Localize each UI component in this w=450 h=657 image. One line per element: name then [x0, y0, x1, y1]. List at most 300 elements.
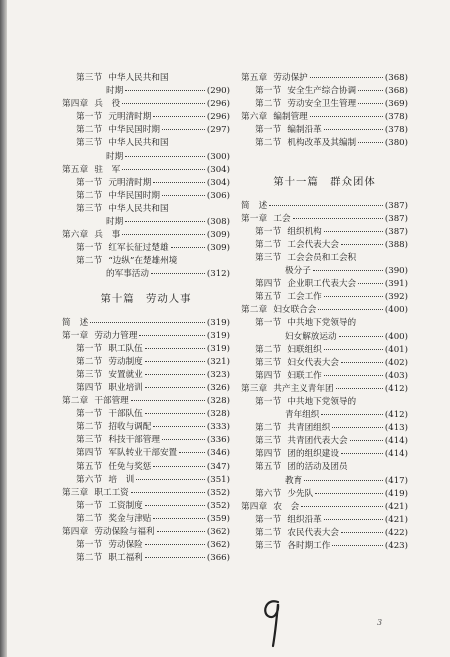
toc-entry[interactable] — [241, 422, 408, 435]
entry-title: 时期 — [106, 151, 124, 162]
toc-entry[interactable] — [241, 514, 408, 527]
entry-title: 中华民国时期 — [108, 190, 160, 201]
entry-label: 第六章 — [62, 230, 89, 241]
entry-page-number: (412) — [384, 383, 408, 394]
entry-page-number: (413) — [384, 423, 408, 434]
entry-label: 第三节 — [76, 369, 103, 380]
entry-label: 第五节 — [255, 292, 282, 303]
entry-page-number: (387) — [384, 200, 408, 211]
leader-dots — [125, 156, 205, 157]
entry-title: 兵 事 — [94, 230, 121, 241]
toc-entry[interactable] — [241, 137, 408, 150]
entry-title: 工会会员和工会积 — [287, 252, 357, 263]
toc-entry[interactable] — [62, 255, 230, 268]
entry-page-number: (328) — [206, 409, 230, 420]
entry-page-number: (312) — [206, 269, 230, 280]
entry-page-number: (359) — [206, 513, 230, 524]
toc-entry[interactable] — [62, 72, 230, 85]
toc-entry[interactable] — [241, 448, 408, 461]
entry-label: 第三节 — [255, 436, 282, 447]
leader-dots — [145, 505, 205, 506]
entry-title: 各时期工作 — [287, 541, 331, 551]
toc-right-column — [241, 72, 408, 553]
leader-dots — [339, 336, 383, 337]
entry-title: 共产主义青年团 — [273, 383, 334, 394]
entry-page-number: (326) — [206, 382, 230, 393]
entry-page-number: (300) — [206, 151, 230, 162]
leader-dots — [122, 103, 205, 104]
entry-title: 干部队伍 — [108, 409, 143, 420]
entry-title: 劳动保险 — [108, 540, 143, 551]
toc-entry[interactable] — [62, 216, 230, 229]
entry-page-number: (369) — [384, 99, 408, 110]
toc-entry[interactable] — [62, 164, 230, 177]
toc-entry[interactable] — [62, 124, 230, 137]
entry-page-number: (309) — [206, 230, 230, 241]
toc-entry[interactable] — [241, 291, 408, 304]
entry-title: 工会工作 — [287, 292, 322, 303]
leader-dots — [139, 335, 205, 336]
toc-entry[interactable] — [62, 513, 230, 526]
leader-dots — [153, 426, 205, 427]
entry-page-number: (368) — [384, 86, 408, 97]
entry-label: 第四节 — [255, 279, 282, 290]
entry-page-number: (336) — [206, 435, 230, 446]
leader-dots — [293, 218, 383, 219]
entry-title: 中华民国时期 — [108, 125, 160, 136]
entry-label: 第四节 — [76, 382, 103, 393]
entry-label: 第二节 — [76, 256, 103, 267]
entry-label: 第一节 — [255, 318, 282, 329]
entry-page-number: (368) — [384, 73, 408, 83]
entry-title: “边纵”在楚雄州境 — [108, 256, 178, 267]
entry-title: 青年组织 — [285, 410, 320, 421]
entry-title: 职工队伍 — [108, 343, 143, 354]
leader-dots — [301, 506, 383, 507]
leader-dots — [310, 77, 383, 78]
toc-entry[interactable] — [241, 344, 408, 357]
entry-label: 第一节 — [76, 112, 103, 123]
toc-entry[interactable] — [62, 343, 230, 356]
entry-page-number: (414) — [384, 436, 408, 447]
entry-title: 共青团代表大会 — [287, 436, 348, 447]
toc-entry[interactable] — [62, 190, 230, 203]
entry-label: 第二章 — [62, 396, 89, 407]
entry-label: 第三章 — [62, 487, 89, 498]
leader-dots — [179, 452, 205, 453]
entry-label: 第四节 — [255, 370, 282, 381]
toc-entry[interactable] — [241, 461, 408, 474]
entry-label: 第一节 — [255, 514, 282, 525]
entry-label: 第五节 — [76, 461, 103, 472]
entry-page-number: (333) — [206, 422, 230, 433]
toc-entry[interactable] — [241, 527, 408, 540]
leader-dots — [324, 231, 383, 232]
toc-entry[interactable] — [62, 408, 230, 421]
entry-label: 第二节 — [255, 99, 282, 110]
entry-label: 第一节 — [255, 125, 282, 136]
entry-page-number: (362) — [206, 540, 230, 551]
entry-label: 第三节 — [255, 252, 282, 263]
toc-entry[interactable] — [241, 85, 408, 98]
entry-title: 妇女代表大会 — [287, 357, 339, 368]
toc-entry[interactable] — [62, 151, 230, 164]
entry-page-number: (296) — [206, 99, 230, 110]
entry-page-number: (417) — [384, 475, 408, 486]
entry-title: 安置就业 — [108, 369, 143, 380]
leader-dots — [341, 453, 383, 454]
toc-entry[interactable] — [62, 526, 230, 539]
leader-dots — [341, 244, 383, 245]
entry-page-number: (378) — [384, 112, 408, 123]
toc-entry[interactable] — [241, 239, 408, 252]
toc-entry[interactable] — [241, 331, 408, 344]
entry-title: 的军事活动 — [106, 269, 149, 280]
entry-page-number: (378) — [384, 125, 408, 136]
entry-page-number: (297) — [206, 125, 230, 136]
toc-entry[interactable] — [62, 447, 230, 460]
entry-title: 农 会 — [273, 501, 300, 512]
leader-dots — [125, 90, 205, 91]
entry-page-number: (328) — [206, 396, 230, 407]
entry-title: 时期 — [106, 86, 124, 97]
toc-entry[interactable] — [241, 98, 408, 111]
leader-dots — [125, 221, 205, 222]
entry-title: 企业职工代表大会 — [287, 279, 357, 290]
entry-page-number: (308) — [206, 217, 230, 228]
entry-title: 共青团组织 — [287, 423, 331, 434]
leader-dots — [162, 195, 205, 196]
toc-entry[interactable] — [241, 383, 408, 396]
toc-entry[interactable] — [241, 72, 408, 85]
entry-title: 安全生产综合协调 — [287, 86, 357, 97]
toc-entry[interactable] — [62, 268, 230, 281]
entry-label: 第二节 — [255, 239, 282, 250]
toc-entry[interactable] — [62, 434, 230, 447]
leader-dots — [153, 182, 205, 183]
toc-entry[interactable] — [241, 124, 408, 137]
entry-title: 驻 军 — [94, 164, 121, 175]
leader-dots — [324, 349, 383, 350]
entry-page-number: (414) — [384, 449, 408, 460]
toc-entry[interactable] — [241, 357, 408, 370]
toc-entry[interactable] — [241, 475, 408, 488]
leader-dots — [145, 387, 205, 388]
toc-entry[interactable] — [62, 382, 230, 395]
entry-page-number: (362) — [206, 527, 230, 537]
entry-page-number: (401) — [384, 344, 408, 355]
leader-dots — [336, 388, 383, 389]
entry-label: 第二节 — [76, 553, 103, 564]
entry-title: 培 训 — [108, 474, 135, 485]
leader-dots — [321, 414, 383, 415]
entry-label: 第一节 — [76, 177, 103, 188]
entry-page-number: (403) — [384, 370, 408, 381]
toc-entry[interactable] — [62, 242, 230, 255]
entry-label: 第一节 — [76, 540, 103, 551]
leader-dots — [145, 413, 205, 414]
toc-entry[interactable] — [241, 278, 408, 291]
handwritten-page-number — [258, 594, 288, 650]
toc-entry[interactable] — [241, 317, 408, 330]
leader-dots — [145, 361, 205, 362]
toc-entry[interactable] — [62, 369, 230, 382]
leader-dots — [131, 400, 205, 401]
entry-label: 第五节 — [255, 462, 282, 473]
entry-label: 第五章 — [62, 164, 89, 175]
entry-title: 职工工资 — [94, 487, 129, 498]
leader-dots — [122, 234, 205, 235]
toc-entry[interactable] — [62, 552, 230, 565]
entry-label: 第二节 — [255, 344, 282, 355]
entry-title: 劳动力管理 — [94, 330, 138, 341]
toc-entry[interactable] — [62, 317, 230, 330]
entry-label: 第二节 — [76, 513, 103, 524]
entry-page-number: (323) — [206, 369, 230, 380]
entry-page-number: (392) — [384, 292, 408, 303]
entry-title: 工会 — [273, 213, 291, 224]
entry-title: 军队转业干部安置 — [108, 448, 178, 459]
entry-title: 编制管理 — [273, 112, 308, 123]
leader-dots — [304, 480, 383, 481]
leader-dots — [350, 440, 383, 441]
entry-page-number: (400) — [384, 305, 408, 316]
leader-dots — [151, 273, 205, 274]
section-header: 第十一篇 群众团体 — [273, 175, 376, 188]
entry-label: 第六节 — [76, 474, 103, 485]
entry-label: 第四节 — [76, 448, 103, 459]
toc-entry[interactable] — [241, 252, 408, 265]
entry-title: 干部管理 — [94, 396, 129, 407]
entry-page-number: (352) — [206, 500, 230, 511]
toc-entry[interactable] — [241, 226, 408, 239]
toc-entry[interactable] — [241, 540, 408, 553]
leader-dots — [324, 375, 383, 376]
toc-entry[interactable] — [241, 304, 408, 317]
leader-dots — [324, 129, 383, 130]
toc-entry[interactable] — [241, 409, 408, 422]
entry-title: 科技干部管理 — [108, 435, 160, 446]
leader-dots — [324, 296, 383, 297]
spacer — [241, 151, 408, 165]
entry-title: 职工福利 — [108, 553, 143, 564]
leader-dots — [358, 90, 383, 91]
leader-dots — [332, 427, 383, 428]
entry-title: 妇联工作 — [287, 370, 322, 381]
entry-label: 第一节 — [76, 343, 103, 354]
entry-title: 机构改革及其编制 — [287, 138, 357, 149]
entry-label: 第四章 — [241, 501, 268, 512]
toc-entry[interactable] — [62, 487, 230, 500]
entry-label: 第三节 — [76, 435, 103, 446]
leader-dots — [153, 518, 205, 519]
entry-page-number: (390) — [384, 266, 408, 277]
entry-title: 中共地下党领导的 — [287, 396, 357, 407]
toc-entry[interactable] — [241, 200, 408, 213]
entry-title: 中华人民共和国 — [108, 203, 169, 214]
entry-label: 第二节 — [76, 356, 103, 367]
toc-entry[interactable] — [241, 501, 408, 514]
entry-page-number: (412) — [384, 410, 408, 421]
toc-entry[interactable] — [62, 137, 230, 150]
toc-entry[interactable] — [241, 370, 408, 383]
entry-page-number: (387) — [384, 213, 408, 224]
entry-page-number: (387) — [384, 226, 408, 237]
leader-dots — [162, 439, 205, 440]
entry-page-number: (402) — [384, 357, 408, 368]
leader-dots — [324, 519, 383, 520]
entry-label: 第三章 — [241, 383, 268, 394]
leader-dots — [145, 374, 205, 375]
entry-page-number: (351) — [206, 474, 230, 485]
toc-entry[interactable] — [62, 98, 230, 111]
section-header: 第十篇 劳动人事 — [100, 292, 192, 305]
entry-label: 第三节 — [255, 357, 282, 368]
entry-title: 劳动保险与福利 — [94, 527, 155, 537]
leader-dots — [153, 466, 205, 467]
entry-title: 教育 — [285, 475, 303, 486]
entry-label: 第二节 — [76, 125, 103, 136]
toc-entry[interactable] — [62, 330, 230, 343]
entry-label: 第一节 — [76, 243, 103, 254]
leader-dots — [153, 116, 205, 117]
entry-title: 时期 — [106, 217, 124, 228]
entry-page-number: (422) — [384, 527, 408, 538]
entry-label: 第三节 — [76, 73, 103, 83]
toc-entry[interactable] — [62, 85, 230, 98]
entry-label: 第二章 — [241, 305, 268, 316]
leader-dots — [157, 531, 205, 532]
entry-title: 工会代表大会 — [287, 239, 339, 250]
entry-title: 劳动安全卫生管理 — [287, 99, 357, 110]
entry-label: 第三节 — [255, 541, 282, 551]
toc-entry[interactable] — [62, 500, 230, 513]
entry-label: 第二节 — [76, 190, 103, 201]
leader-dots — [315, 493, 383, 494]
entry-page-number: (306) — [206, 190, 230, 201]
entry-page-number: (346) — [206, 448, 230, 459]
entry-title: 农民代表大会 — [287, 527, 339, 538]
entry-label: 第四章 — [62, 527, 89, 537]
entry-label: 简 述 — [241, 200, 268, 211]
entry-title: 红军长征过楚雄 — [108, 243, 169, 254]
entry-title: 中华人民共和国 — [108, 73, 169, 83]
entry-title: 元明清时期 — [108, 112, 152, 123]
entry-label: 第三节 — [76, 203, 103, 214]
scan-binding-edge — [0, 0, 7, 657]
entry-page-number: (347) — [206, 461, 230, 472]
leader-dots — [332, 545, 383, 546]
entry-title: 任免与奖惩 — [108, 461, 152, 472]
entry-label: 第一节 — [76, 500, 103, 511]
toc-left-column — [62, 72, 230, 565]
entry-label: 第一节 — [255, 396, 282, 407]
entry-page-number: (290) — [206, 86, 230, 97]
entry-title: 中共地下党领导的 — [287, 318, 357, 329]
entry-page-number: (309) — [206, 243, 230, 254]
entry-label: 第四章 — [62, 99, 89, 110]
leader-dots — [145, 557, 205, 558]
entry-title: 元明清时期 — [108, 177, 152, 188]
leader-dots — [358, 103, 383, 104]
entry-label: 第一节 — [255, 226, 282, 237]
toc-entry[interactable] — [241, 488, 408, 501]
entry-title: 招收与调配 — [108, 422, 152, 433]
entry-label: 简 述 — [62, 317, 89, 328]
entry-title: 奖金与津贴 — [108, 513, 152, 524]
toc-entry[interactable] — [62, 474, 230, 487]
leader-dots — [90, 322, 205, 323]
entry-label: 第二节 — [255, 527, 282, 538]
leader-dots — [136, 479, 205, 480]
entry-title: 妇女解放运动 — [285, 331, 337, 342]
toc-entry[interactable] — [62, 395, 230, 408]
leader-dots — [145, 544, 205, 545]
leader-dots — [318, 309, 383, 310]
entry-title: 工资制度 — [108, 500, 143, 511]
leader-dots — [162, 129, 205, 130]
entry-page-number: (388) — [384, 239, 408, 250]
entry-label: 第一章 — [241, 213, 268, 224]
entry-label: 第一节 — [255, 86, 282, 97]
toc-entry[interactable] — [62, 177, 230, 190]
entry-page-number: (366) — [206, 553, 230, 564]
entry-label: 第五章 — [241, 73, 268, 83]
entry-page-number: (391) — [384, 279, 408, 290]
toc-entry[interactable] — [62, 461, 230, 474]
leader-dots — [131, 492, 205, 493]
entry-title: 劳动制度 — [108, 356, 143, 367]
toc-entry[interactable] — [241, 111, 408, 124]
toc-entry[interactable] — [62, 229, 230, 242]
entry-label: 第二节 — [255, 138, 282, 149]
leader-dots — [341, 362, 383, 363]
entry-title: 编制沿革 — [287, 125, 322, 136]
entry-title: 职业培训 — [108, 382, 143, 393]
entry-title: 兵 役 — [94, 99, 121, 110]
toc-entry[interactable] — [241, 265, 408, 278]
toc-entry[interactable] — [62, 356, 230, 369]
entry-page-number: (319) — [206, 343, 230, 354]
entry-page-number: (423) — [384, 541, 408, 551]
toc-entry[interactable] — [62, 111, 230, 124]
toc-entry[interactable] — [241, 213, 408, 226]
entry-title: 组织沿革 — [287, 514, 322, 525]
leader-dots — [145, 348, 205, 349]
entry-title: 团的活动及团员 — [287, 462, 348, 473]
entry-page-number: (321) — [206, 356, 230, 367]
toc-entry[interactable] — [241, 435, 408, 448]
toc-entry[interactable] — [241, 396, 408, 409]
entry-page-number: (296) — [206, 112, 230, 123]
entry-page-number: (421) — [384, 514, 408, 525]
leader-dots — [171, 247, 205, 248]
entry-label: 第二节 — [76, 422, 103, 433]
entry-title: 极分子 — [285, 266, 311, 277]
toc-entry[interactable] — [62, 421, 230, 434]
toc-entry[interactable] — [62, 203, 230, 216]
entry-page-number: (400) — [384, 331, 408, 342]
entry-label: 第二节 — [255, 423, 282, 434]
entry-title: 少先队 — [287, 488, 314, 499]
entry-label: 第三节 — [76, 138, 103, 149]
toc-entry[interactable] — [62, 539, 230, 552]
entry-label: 第一节 — [76, 409, 103, 420]
entry-page-number: (319) — [206, 317, 230, 328]
entry-title: 组织机构 — [287, 226, 322, 237]
entry-page-number: (421) — [384, 501, 408, 512]
entry-page-number: (304) — [206, 177, 230, 188]
